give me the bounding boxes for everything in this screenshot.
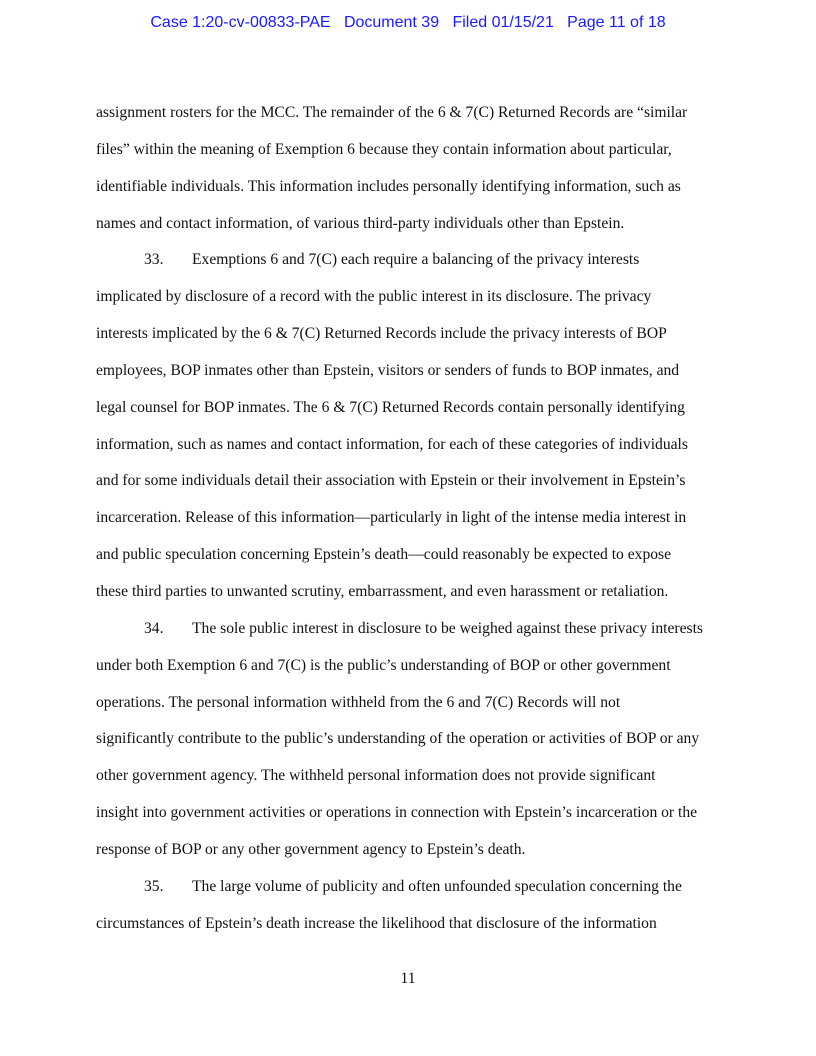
text-line: files” within the meaning of Exemption 6 because they contain information about particular, bbox=[96, 140, 672, 158]
text-line: names and contact information, of various third-party individuals other than Epstein. bbox=[96, 214, 625, 232]
text-line: implicated by disclosure of a record with the public interest in its disclosure. The privacy bbox=[96, 288, 652, 306]
text-line: Exemptions 6 and 7(C) each require a balancing of the privacy interests bbox=[192, 251, 640, 269]
text-line: The large volume of publicity and often unfounded speculation concerning the bbox=[192, 877, 682, 895]
text-line: identifiable individuals. This information includes personally identifying information, such as bbox=[96, 177, 681, 195]
text-line: and public speculation concerning Epstein’s death—could reasonably be expected to expose bbox=[96, 546, 672, 564]
text-line: these third parties to unwanted scrutiny, embarrassment, and even harassment or retaliation. bbox=[96, 582, 669, 600]
text-line: interests implicated by the 6 & 7(C) Returned Records include the privacy interests of BOP bbox=[96, 325, 667, 343]
text-line: information, such as names and contact information, for each of these categories of individuals bbox=[96, 435, 688, 453]
text-line: legal counsel for BOP inmates. The 6 & 7(C) Returned Records contain personally identifying bbox=[96, 398, 685, 416]
text-line: insight into government activities or operations in connection with Epstein’s incarceration or the bbox=[96, 804, 698, 822]
paragraph-33-first-line bbox=[96, 242, 720, 279]
text-line: significantly contribute to the public’s understanding of the operation or activities of BOP or any bbox=[96, 730, 700, 748]
paragraph-number: 33. bbox=[144, 251, 164, 269]
text-line: The sole public interest in disclosure to be weighed against these privacy interests bbox=[192, 619, 703, 637]
text-line: response of BOP or any other government agency to Epstein’s death. bbox=[96, 840, 526, 858]
text-line: circumstances of Epstein’s death increase the likelihood that disclosure of the information bbox=[96, 914, 657, 932]
text-line: and for some individuals detail their association with Epstein or their involvement in Epstein’s bbox=[96, 472, 686, 490]
paragraph-34-first-line bbox=[96, 611, 720, 648]
text-line: operations. The personal information withheld from the 6 and 7(C) Records will not bbox=[96, 693, 621, 711]
text-line: employees, BOP inmates other than Epstein, visitors or senders of funds to BOP inmates, and bbox=[96, 361, 680, 379]
paragraph-35-first-line bbox=[96, 869, 720, 906]
case-header: Case 1:20-cv-00833-PAE Document 39 Filed 01/15/21 Page 11 of 18 bbox=[150, 14, 666, 31]
text-line: other government agency. The withheld personal information does not provide significant bbox=[96, 767, 656, 785]
paragraph-number: 34. bbox=[144, 619, 164, 637]
text-line: incarceration. Release of this information—particularly in light of the intense media interest in bbox=[96, 509, 687, 527]
document-body bbox=[96, 95, 720, 942]
page-number: 11 bbox=[400, 970, 416, 987]
paragraph-number: 35. bbox=[144, 877, 164, 895]
text-line: assignment rosters for the MCC. The remainder of the 6 & 7(C) Returned Records are “similar bbox=[96, 104, 688, 121]
text-line: under both Exemption 6 and 7(C) is the public’s understanding of BOP or other government bbox=[96, 656, 671, 674]
